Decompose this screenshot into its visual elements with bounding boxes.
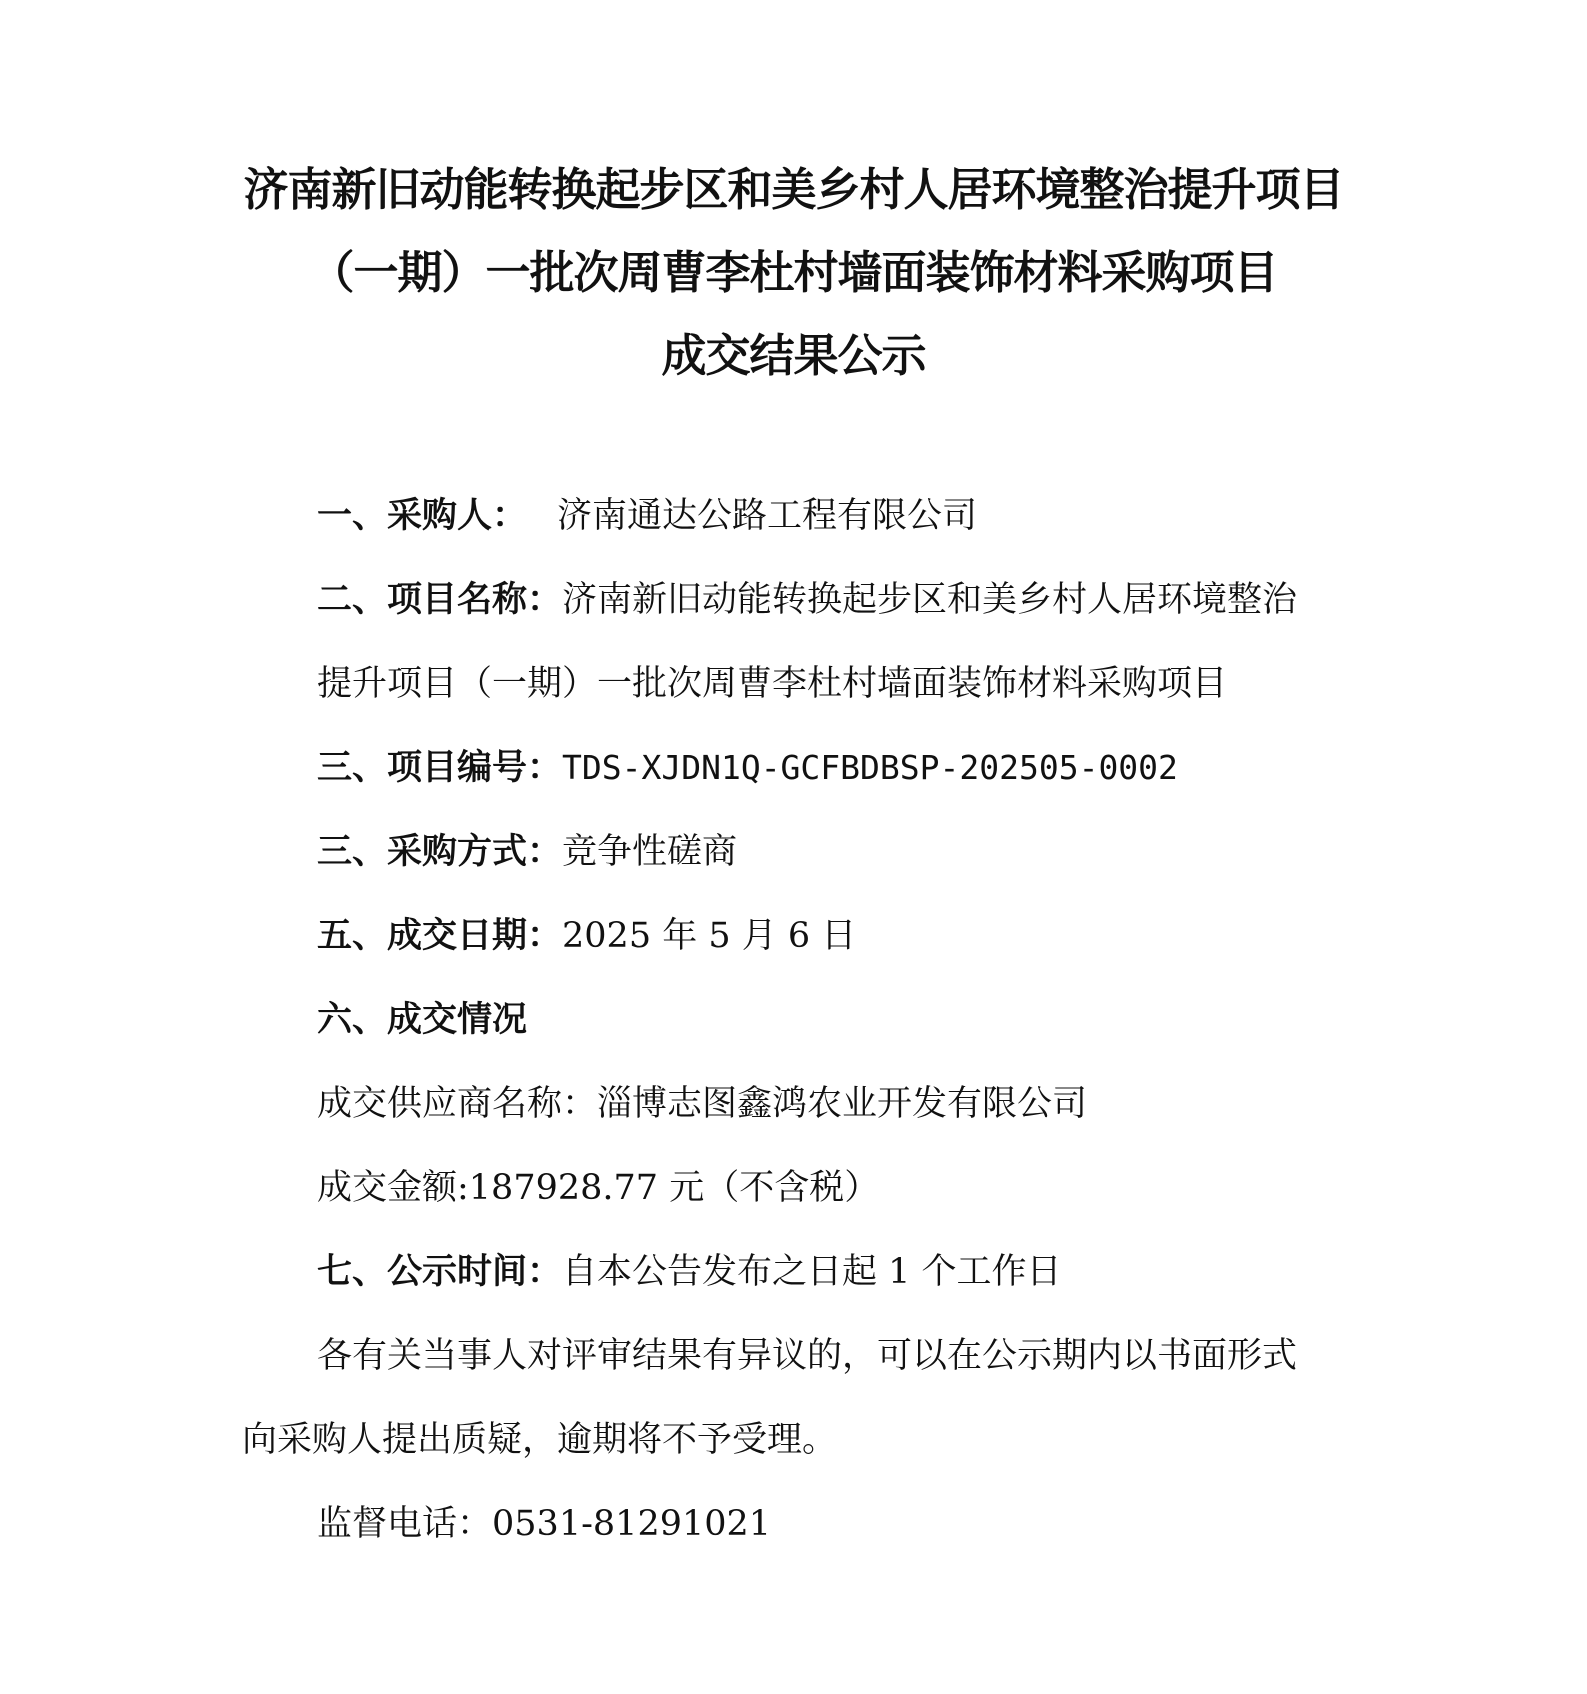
supervision-label: 监督电话： — [317, 1504, 493, 1544]
deal-date-label: 五、成交日期： — [317, 916, 563, 956]
supervision-value: 0531-81291021 — [492, 1504, 772, 1544]
amount-row — [317, 1168, 879, 1208]
purchaser-row — [317, 496, 977, 536]
deal-info-heading-row — [317, 1000, 527, 1040]
objection-text-1: 各有关当事人对评审结果有异议的，可以在公示期内以书面形式 — [317, 1336, 1298, 1376]
deal-date-value: 2025 年 5 月 6 日 — [562, 916, 857, 956]
amount-text: 成交金额:187928.77 元（不含税） — [317, 1168, 880, 1208]
project-name-value-line2: 提升项目（一期）一批次周曹李杜村墙面装饰材料采购项目 — [317, 664, 1228, 704]
document-title — [0, 148, 1587, 397]
deal-info-label: 六、成交情况 — [317, 1000, 528, 1040]
purchaser-label: 一、采购人： — [317, 496, 528, 536]
supplier-row — [317, 1084, 1087, 1124]
title-line-1: 济南新旧动能转换起步区和美乡村人居环境整治提升项目 — [243, 163, 1344, 216]
project-number-row — [317, 748, 1178, 788]
publicity-period-value: 自本公告发布之日起 1 个工作日 — [562, 1252, 1062, 1292]
objection-line-2 — [242, 1420, 837, 1460]
project-number-label: 三、项目编号： — [317, 748, 563, 788]
purchaser-value: 济南通达公路工程有限公司 — [557, 496, 978, 536]
title-line-3: 成交结果公示 — [661, 329, 926, 382]
project-name-row — [317, 580, 1297, 620]
procurement-method-value: 竞争性磋商 — [562, 832, 738, 872]
deal-date-row — [317, 916, 856, 956]
procurement-method-row — [317, 832, 737, 872]
project-name-label: 二、项目名称： — [317, 580, 563, 620]
publicity-period-row — [317, 1252, 1062, 1292]
publicity-period-label: 七、公示时间： — [317, 1252, 563, 1292]
project-name-value-line1: 济南新旧动能转换起步区和美乡村人居环境整治 — [562, 580, 1298, 620]
objection-text-2: 向采购人提出质疑，逾期将不予受理。 — [242, 1420, 838, 1460]
title-line-2: （一期）一批次周曹李杜村墙面装饰材料采购项目 — [309, 246, 1278, 299]
procurement-method-label: 三、采购方式： — [317, 832, 563, 872]
objection-line-1 — [317, 1336, 1297, 1376]
supervision-row — [317, 1504, 771, 1544]
project-number-value: TDS-XJDN1Q-GCFBDBSP-202505-0002 — [562, 748, 1178, 787]
project-name-continuation — [317, 664, 1227, 704]
supplier-text: 成交供应商名称：淄博志图鑫鸿农业开发有限公司 — [317, 1084, 1088, 1124]
